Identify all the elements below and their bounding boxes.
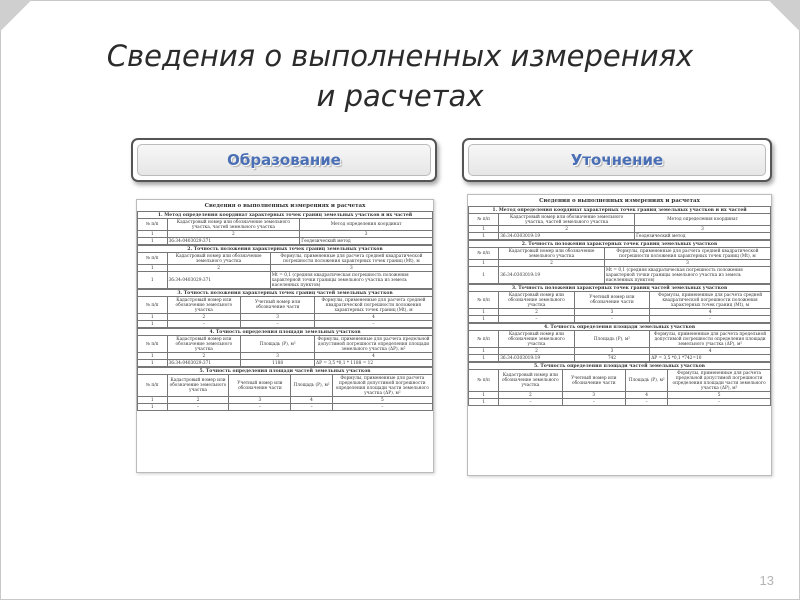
section-5-table	[137, 367, 433, 411]
header-cell: Кадастровый номер или обозначение земельного участка	[167, 375, 229, 397]
row-number: 1	[138, 404, 168, 411]
section-1-table	[137, 211, 433, 245]
index-cell: 2	[499, 260, 605, 267]
section-1-table	[468, 206, 771, 240]
index-cell: 2	[167, 397, 229, 404]
header-cell: Формулы, примененные для расчета средней квадратической погрешности положения характерных точек границ (Mt), м	[270, 253, 432, 265]
index-cell: 2	[167, 353, 241, 360]
empty-cell: –	[499, 316, 575, 323]
slide-number: 13	[759, 573, 774, 588]
index-cell: 1	[469, 309, 499, 316]
document-formation	[136, 199, 434, 473]
empty-cell: –	[167, 321, 241, 328]
index-cell: 3	[562, 392, 625, 399]
empty-cell: –	[315, 321, 433, 328]
header-cell: Метод определения координат	[635, 214, 771, 226]
index-cell: 1	[469, 260, 499, 267]
index-cell: 1	[469, 392, 499, 399]
header-cell: Учетный номер или обозначение части	[241, 297, 315, 314]
header-cell: № п/п	[138, 219, 168, 231]
formula-cell: ΔP = 3,5 *0,1 * 1188 = 12	[315, 360, 433, 367]
index-cell: 3	[604, 260, 770, 267]
section-1-title: 1. Метод определения координат характерных точек границ земельных участков и их частей	[138, 212, 433, 219]
header-cell: № п/п	[469, 214, 499, 226]
index-cell: 1	[469, 226, 499, 233]
header-cell: Формулы, примененные для расчета средней квадратической погрешности положения характерных точек границ (Mt), м	[315, 297, 433, 314]
title-line-1: Сведения о выполненных измерениях	[106, 39, 694, 73]
header-cell: Кадастровый номер или обозначение земельного участка	[167, 336, 241, 353]
doc-heading: Сведения о выполненных измерениях и расчетах	[539, 198, 700, 204]
index-cell: 4	[315, 353, 433, 360]
empty-cell: –	[650, 316, 771, 323]
index-cell: 3	[241, 314, 315, 321]
doc-heading: Сведения о выполненных измерениях и расчетах	[204, 203, 366, 209]
header-cell: № п/п	[469, 248, 499, 260]
index-cell: 1	[138, 265, 168, 272]
row-number: 1	[469, 316, 499, 323]
row-number: 1	[469, 355, 499, 362]
header-cell: № п/п	[138, 253, 168, 265]
header-cell: Формулы, примененные для расчета предельной допустимой погрешности определения площади земельного участка (ΔP), м²	[650, 331, 771, 348]
index-cell: 1	[138, 353, 168, 360]
section-2-title: 2. Точность положения характерных точек границ земельных участков	[138, 246, 433, 253]
cadastral-number: 36:34:0303019:19	[499, 233, 635, 240]
header-cell: № п/п	[469, 331, 499, 348]
empty-cell: –	[291, 404, 332, 411]
header-cell: Кадастровый номер или обозначение земельного участка	[499, 248, 605, 260]
cadastral-number: 36:34:0403029:371	[167, 272, 270, 289]
index-cell: 5	[332, 397, 432, 404]
header-cell: Кадастровый номер или обозначение земельного участка, частей земельного участка	[499, 214, 635, 226]
header-cell: Формулы, примененные для расчета предельной допустимой погрешности определения площади части земельного участка (ΔP), м²	[332, 375, 432, 397]
section-1-title: 1. Метод определения координат характерных точек границ земельных участков и их частей	[469, 207, 771, 214]
index-cell: 3	[574, 348, 650, 355]
header-cell: Метод определения координат	[300, 219, 433, 231]
section-2-title: 2. Точность положения характерных точек границ земельных участков	[469, 241, 771, 248]
index-cell: 2	[499, 309, 575, 316]
index-cell: 2	[167, 314, 241, 321]
empty-cell: –	[229, 404, 291, 411]
tab-formation-inner	[137, 144, 431, 176]
method-cell: Геодезический метод	[635, 233, 771, 240]
header-cell: Кадастровый номер или обозначение земельного участка, частей земельного участка	[167, 219, 300, 231]
header-cell: Кадастровый номер или обозначение земельного участка	[499, 370, 562, 392]
header-cell: Учетный номер или обозначение части	[229, 375, 291, 397]
header-cell: Формулы, примененные для расчета предельной допустимой погрешности определения площади части земельного участка (ΔP), м²	[668, 370, 771, 392]
header-cell: Площадь (P), м²	[241, 336, 315, 353]
index-cell: 1	[138, 314, 168, 321]
index-cell: 2	[167, 231, 300, 238]
index-cell: 3	[270, 265, 432, 272]
tab-refinement-inner	[468, 144, 766, 176]
row-number: 1	[469, 399, 499, 406]
index-cell: 4	[315, 314, 433, 321]
tab-refinement[interactable]	[462, 138, 772, 182]
area-cell: 742	[574, 355, 650, 362]
header-cell: Учетный номер или обозначение части	[562, 370, 625, 392]
document-refinement	[467, 194, 772, 476]
row-number: 1	[138, 321, 168, 328]
index-cell: 5	[668, 392, 771, 399]
cadastral-number: 36:34:0403029:371	[167, 360, 241, 367]
header-cell: Формулы, примененные для расчета средней квадратической погрешности положения характерных точек границ (Mt), м	[604, 248, 770, 260]
index-cell: 3	[241, 353, 315, 360]
index-cell: 1	[469, 348, 499, 355]
index-cell: 1	[138, 231, 168, 238]
index-cell: 1	[138, 397, 168, 404]
section-4-title: 4. Точность определения площади земельных участков	[469, 324, 771, 331]
tab-formation[interactable]	[131, 138, 437, 182]
tab-refinement-label: Уточнение	[570, 151, 664, 169]
index-cell: 2	[499, 226, 635, 233]
row-number: 1	[469, 233, 499, 240]
formula-cell: ΔP = 3,5 *0,1 *742=10	[650, 355, 771, 362]
section-5-title: 5. Точность определения площади частей земельных участков	[138, 368, 433, 375]
header-cell: Кадастровый номер или обозначение земельного участка	[167, 297, 241, 314]
row-number: 1	[469, 267, 499, 284]
empty-cell: –	[241, 321, 315, 328]
section-4-table	[468, 323, 771, 362]
index-cell: 2	[499, 392, 562, 399]
section-4-table	[137, 328, 433, 367]
section-5-title: 5. Точность определения площади частей земельных участков	[469, 363, 771, 370]
slide-title	[100, 36, 700, 116]
index-cell: 3	[300, 231, 433, 238]
index-cell: 3	[635, 226, 771, 233]
empty-cell: –	[499, 399, 562, 406]
cadastral-number: 36:34:0403029:371	[167, 238, 300, 245]
section-2-table	[137, 245, 433, 289]
section-3-title: 3. Точность положения характерных точек границ частей земельных участков	[469, 285, 771, 292]
header-cell: Формулы, примененные для расчета предельной допустимой погрешности определения площади земельного участка (ΔP), м²	[315, 336, 433, 353]
index-cell: 3	[574, 309, 650, 316]
header-cell: Кадастровый номер или обозначение земельного участка	[499, 292, 575, 309]
header-cell: № п/п	[138, 375, 168, 397]
empty-cell: –	[562, 399, 625, 406]
empty-cell: –	[626, 399, 668, 406]
header-cell: № п/п	[138, 336, 168, 353]
row-number: 1	[138, 360, 168, 367]
formula-cell: Mt = 0,1 (средняя квадратическая погрешность положения характерной точки границы земельного участка из земель населенных пунктов)	[604, 267, 770, 284]
section-4-title: 4. Точность определения площади земельных участков	[138, 329, 433, 336]
index-cell: 2	[167, 265, 270, 272]
empty-cell: –	[167, 404, 229, 411]
index-cell: 3	[229, 397, 291, 404]
title-line-2: и расчетах	[316, 79, 484, 113]
header-cell: № п/п	[138, 297, 168, 314]
section-5-table	[468, 362, 771, 406]
tab-formation-label: Образование	[227, 151, 341, 169]
header-cell: Формулы, примененные для расчета средней квадратической погрешности положения характерных точек границ (Mt), м	[650, 292, 771, 309]
index-cell: 4	[650, 348, 771, 355]
header-cell: № п/п	[469, 292, 499, 309]
formula-cell: Mt = 0,1 (средняя квадратическая погрешность положения характерной точки границы земельного участка из земель населенных пунктов)	[270, 272, 432, 289]
corner-decoration-left	[0, 0, 44, 34]
header-cell: Площадь (P), м²	[574, 331, 650, 348]
row-number: 1	[138, 238, 168, 245]
cadastral-number: 36:34:0303019:19	[499, 267, 605, 284]
header-cell: Кадастровый номер или обозначение земельного участка	[499, 331, 575, 348]
index-cell: 4	[650, 309, 771, 316]
area-cell: 1188	[241, 360, 315, 367]
empty-cell: –	[668, 399, 771, 406]
section-3-table	[468, 284, 771, 323]
header-cell: Площадь (P), м²	[291, 375, 332, 397]
section-3-title: 3. Точность положения характерных точек границ частей земельных участков	[138, 290, 433, 297]
index-cell: 2	[499, 348, 575, 355]
header-cell: Учетный номер или обозначение части	[574, 292, 650, 309]
corner-decoration-right	[756, 0, 800, 34]
header-cell: № п/п	[469, 370, 499, 392]
index-cell: 4	[291, 397, 332, 404]
section-3-table	[137, 289, 433, 328]
empty-cell: –	[332, 404, 432, 411]
header-cell: Кадастровый номер или обозначение земельного участка	[167, 253, 270, 265]
index-cell: 4	[626, 392, 668, 399]
row-number: 1	[138, 272, 168, 289]
method-cell: Геодезический метод	[300, 238, 433, 245]
empty-cell: –	[574, 316, 650, 323]
header-cell: Площадь (P), м²	[626, 370, 668, 392]
cadastral-number: 36:34:0303019:19	[499, 355, 575, 362]
section-2-table	[468, 240, 771, 284]
